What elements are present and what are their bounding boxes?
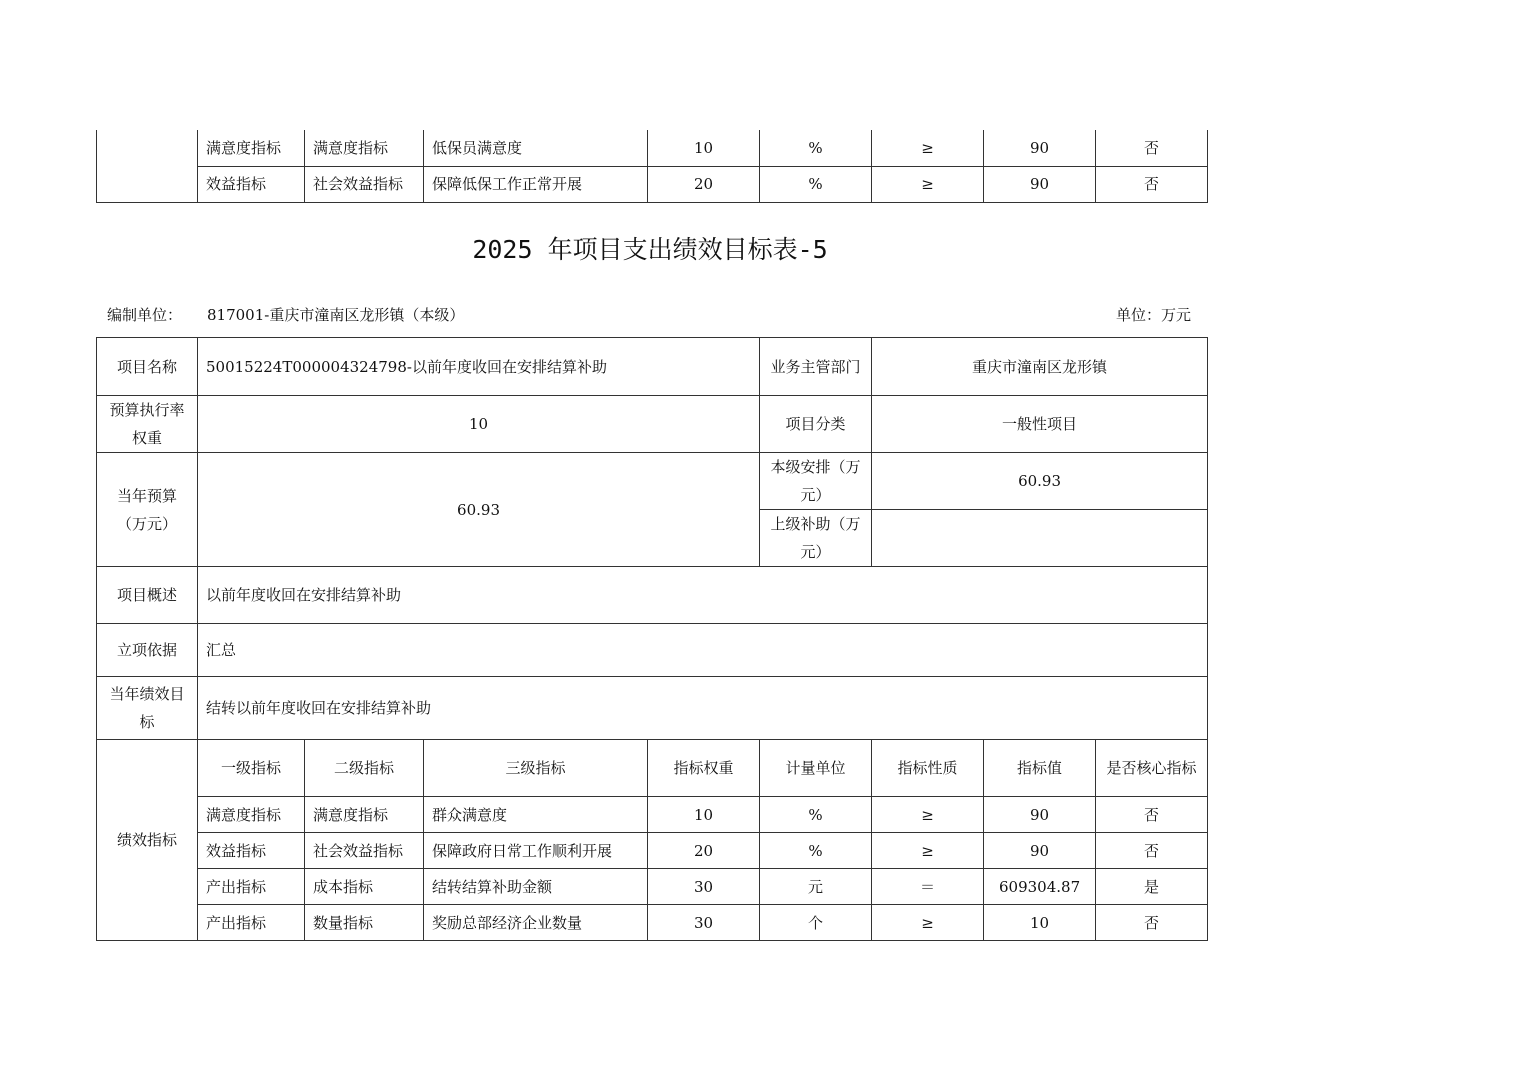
- empty-cell: [97, 130, 198, 202]
- table-row: [97, 166, 1208, 202]
- page-title: 2025 年项目支出绩效目标表-5: [472, 235, 828, 264]
- unit-cell: 个: [760, 905, 872, 941]
- table-row: [97, 833, 1208, 869]
- value-cell: 609304.87: [984, 869, 1096, 905]
- header-nature: 指标性质: [872, 740, 984, 797]
- level3-cell: 结转结算补助金额: [424, 869, 648, 905]
- level3-cell: 低保员满意度: [424, 130, 648, 166]
- level1-cell: 效益指标: [198, 833, 305, 869]
- core-cell: 否: [1096, 797, 1208, 833]
- level3-cell: 保障低保工作正常开展: [424, 166, 648, 202]
- budget-value: 60.93: [198, 453, 760, 567]
- header-level3: 三级指标: [424, 740, 648, 797]
- goal-label: 当年绩效目标: [97, 677, 198, 740]
- local-value: 60.93: [872, 453, 1208, 510]
- table-row: [97, 624, 1208, 677]
- basis-label: 立项依据: [97, 624, 198, 677]
- level1-cell: 满意度指标: [198, 130, 305, 166]
- header-weight: 指标权重: [648, 740, 760, 797]
- upper-value: [872, 510, 1208, 567]
- local-label: 本级安排（万元）: [760, 453, 872, 510]
- project-name-value: 50015224T000004324798-以前年度收回在安排结算补助: [198, 338, 760, 396]
- basis-value: 汇总: [198, 624, 1208, 677]
- nature-cell: ≥: [872, 166, 984, 202]
- level2-cell: 社会效益指标: [305, 833, 424, 869]
- level3-cell: 奖励总部经济企业数量: [424, 905, 648, 941]
- weight-cell: 30: [648, 905, 760, 941]
- table-row: [97, 869, 1208, 905]
- header-level1: 一级指标: [198, 740, 305, 797]
- table-row: [97, 677, 1208, 740]
- level3-cell: 保障政府日常工作顺利开展: [424, 833, 648, 869]
- unit-cell: %: [760, 833, 872, 869]
- level2-cell: 数量指标: [305, 905, 424, 941]
- level2-cell: 成本指标: [305, 869, 424, 905]
- core-cell: 否: [1096, 905, 1208, 941]
- core-cell: 否: [1096, 130, 1208, 166]
- nature-cell: ≥: [872, 905, 984, 941]
- perf-label: 绩效指标: [97, 740, 198, 941]
- table-row: [97, 453, 1208, 510]
- performance-target-table: [96, 337, 1208, 941]
- dept-value: 重庆市潼南区龙形镇: [872, 338, 1208, 396]
- value-cell: 90: [984, 166, 1096, 202]
- weight-cell: 10: [648, 797, 760, 833]
- core-cell: 否: [1096, 833, 1208, 869]
- core-cell: 是: [1096, 869, 1208, 905]
- weight-cell: 20: [648, 166, 760, 202]
- unit-cell: %: [760, 166, 872, 202]
- nature-cell: ≥: [872, 797, 984, 833]
- level3-cell: 群众满意度: [424, 797, 648, 833]
- header-level2: 二级指标: [305, 740, 424, 797]
- category-value: 一般性项目: [872, 396, 1208, 453]
- table-row: [97, 740, 1208, 797]
- weight-cell: 20: [648, 833, 760, 869]
- value-cell: 90: [984, 797, 1096, 833]
- project-name-label: 项目名称: [97, 338, 198, 396]
- org-unit-value: 817001-重庆市潼南区龙形镇（本级）: [207, 306, 465, 324]
- weight-cell: 30: [648, 869, 760, 905]
- value-cell: 90: [984, 833, 1096, 869]
- unit-cell: %: [760, 130, 872, 166]
- previous-indicator-table: [96, 130, 1208, 203]
- table-row: [97, 567, 1208, 624]
- nature-cell: ≥: [872, 130, 984, 166]
- nature-cell: ＝: [872, 869, 984, 905]
- table-row: [97, 905, 1208, 941]
- budget-label: 当年预算（万元）: [97, 453, 198, 567]
- money-unit: 单位：万元: [1116, 306, 1192, 324]
- rate-value: 10: [198, 396, 760, 453]
- header-unit: 计量单位: [760, 740, 872, 797]
- level1-cell: 效益指标: [198, 166, 305, 202]
- core-cell: 否: [1096, 166, 1208, 202]
- overview-label: 项目概述: [97, 567, 198, 624]
- nature-cell: ≥: [872, 833, 984, 869]
- level2-cell: 满意度指标: [305, 130, 424, 166]
- upper-label: 上级补助（万元）: [760, 510, 872, 567]
- table-row: [97, 396, 1208, 453]
- goal-value: 结转以前年度收回在安排结算补助: [198, 677, 1208, 740]
- rate-label: 预算执行率权重: [97, 396, 198, 453]
- header-value: 指标值: [984, 740, 1096, 797]
- unit-cell: %: [760, 797, 872, 833]
- value-cell: 10: [984, 905, 1096, 941]
- level2-cell: 社会效益指标: [305, 166, 424, 202]
- level1-cell: 产出指标: [198, 869, 305, 905]
- weight-cell: 10: [648, 130, 760, 166]
- dept-label: 业务主管部门: [760, 338, 872, 396]
- category-label: 项目分类: [760, 396, 872, 453]
- org-unit-label: 编制单位：: [107, 306, 183, 324]
- unit-cell: 元: [760, 869, 872, 905]
- table-row: [97, 130, 1208, 166]
- table-row: [97, 797, 1208, 833]
- value-cell: 90: [984, 130, 1096, 166]
- overview-value: 以前年度收回在安排结算补助: [198, 567, 1208, 624]
- table-row: [97, 338, 1208, 396]
- header-core: 是否核心指标: [1096, 740, 1208, 797]
- level1-cell: 产出指标: [198, 905, 305, 941]
- level2-cell: 满意度指标: [305, 797, 424, 833]
- level1-cell: 满意度指标: [198, 797, 305, 833]
